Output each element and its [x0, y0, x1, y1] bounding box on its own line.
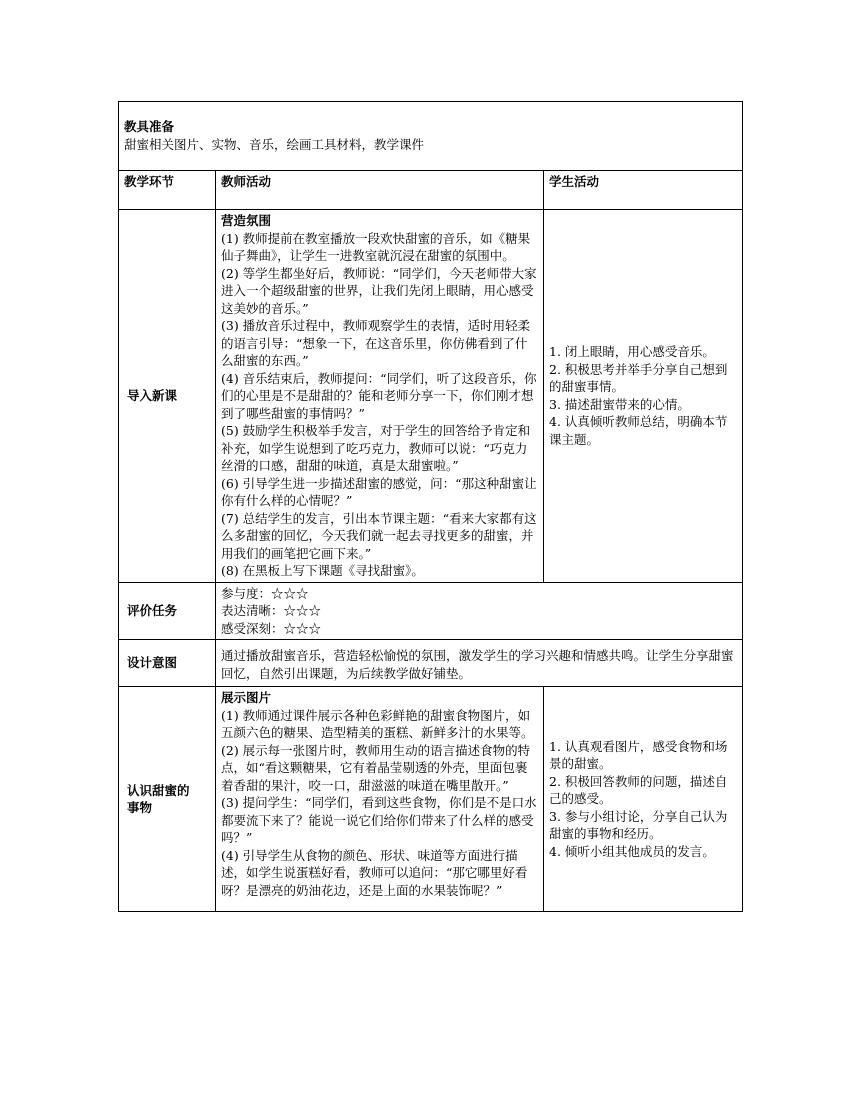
- evaluation-stage: 评价任务: [119, 582, 216, 640]
- recognize-stage-line: 认识甜蜜的: [127, 782, 190, 798]
- recognize-stage-line: 事物: [127, 800, 153, 815]
- prep-cell: [119, 102, 743, 171]
- intro-student-step: 2. 积极思考并举手分享自己想到的甜蜜事情。: [549, 361, 728, 395]
- intro-stage: 导入新课: [119, 210, 216, 583]
- intro-step: (3) 播放音乐过程中，教师观察学生的表情，适时用轻柔的语言引导：“想象一下，在这音乐里，你仿佛看到了什么甜蜜的东西。”: [221, 318, 531, 368]
- intro-student-step: 3. 描述甜蜜带来的心情。: [549, 396, 690, 412]
- intro-step: (6) 引导学生进一步描述甜蜜的感觉，问：“那这种甜蜜让你有什么样的心情呢？”: [221, 475, 537, 508]
- design-cell: [216, 640, 743, 687]
- recognize-step: (4) 引导学生从食物的颜色、形状、味道等方面进行描述，如学生说蛋糕好看，教师可以追问：“那它哪里好看呀？是漂亮的奶油花边，还是上面的水果装饰呢？”: [221, 847, 528, 898]
- intro-step: (4) 音乐结束后，教师提问：“同学们，听了这段音乐，你们的心里是不是甜甜的？能和老师分享一下，你们刚才想到了哪些甜蜜的事情吗？”: [221, 370, 537, 421]
- prep-row: [119, 102, 743, 171]
- evaluation-item: 表达清晰：☆☆☆: [221, 603, 322, 618]
- recognize-step: (1) 教师通过课件展示各种色彩鲜艳的甜蜜食物图片，如五颜六色的糖果、造型精美的蛋糕、新鲜多汁的水果等。: [221, 707, 534, 740]
- evaluation-row: [119, 582, 743, 640]
- design-stage: 设计意图: [119, 640, 216, 687]
- recognize-row: [119, 687, 743, 912]
- intro-step: (1) 教师提前在教室播放一段欢快甜蜜的音乐，如《糖果仙子舞曲》，让学生一进教室就沉浸在甜蜜的氛围中。: [221, 230, 531, 263]
- intro-step: (8) 在黑板上写下课题《寻找甜蜜》。: [221, 563, 424, 578]
- header-stage: 教学环节: [119, 171, 216, 210]
- intro-student-step: 1. 闭上眼睛，用心感受音乐。: [549, 344, 715, 360]
- intro-step: (7) 总结学生的发言，引出本节课主题：“看来大家都有这么多甜蜜的回忆，今天我们就一起去寻找更多的甜蜜，并用我们的画笔把它画下来。”: [221, 510, 537, 561]
- prep-title: 教具准备: [124, 119, 175, 134]
- design-row: [119, 640, 743, 687]
- recognize-student-step: 1. 认真观看图片，感受食物和场景的甜蜜。: [549, 738, 728, 772]
- recognize-stage: [119, 687, 216, 912]
- intro-step: (2) 等学生都坐好后，教师说：“同学们，今天老师带大家进入一个超级甜蜜的世界，让我们先闭上眼睛，用心感受这美妙的音乐。”: [221, 265, 537, 316]
- recognize-student-step: 3. 参与小组讨论，分享自己认为甜蜜的事物和经历。: [549, 808, 728, 842]
- prep-content: 甜蜜相关图片、实物、音乐，绘画工具材料，教学课件: [124, 136, 425, 152]
- intro-teacher-title: 营造氛围: [221, 213, 272, 228]
- design-text: 通过播放甜蜜音乐，营造轻松愉悦的氛围，激发学生的学习兴趣和情感共鸣。让学生分享甜蜜回忆，自然引出课题，为后续教学做好铺垫。: [221, 648, 734, 681]
- header-teacher: 教师活动: [216, 171, 544, 210]
- evaluation-cell: [216, 582, 743, 640]
- intro-student-step: 4. 认真倾听教师总结，明确本节课主题。: [549, 414, 728, 447]
- intro-row: [119, 210, 743, 583]
- intro-student-cell: [544, 210, 743, 583]
- recognize-student-cell: [544, 687, 743, 912]
- recognize-step: (3) 提问学生：“同学们，看到这些食物，你们是不是口水都要流下来了？能说一说它们给你们带来了什么样的感受吗？”: [221, 795, 537, 845]
- evaluation-item: 感受深刻：☆☆☆: [221, 620, 322, 636]
- recognize-step: (2) 展示每一张图片时，教师用生动的语言描述食物的特点，如“看这颗糖果，它有着晶莹剔透的外壳，里面包裹着香甜的果汁，咬一口，甜滋滋的味道在嘴里散开。”: [221, 742, 531, 793]
- intro-step: (5) 鼓励学生积极举手发言，对于学生的回答给予肯定和补充，如学生说想到了吃巧克力，教师可以说：“巧克力丝滑的口感，甜甜的味道，真是太甜蜜啦。”: [221, 423, 531, 473]
- lesson-plan-table: [118, 101, 743, 912]
- recognize-student-step: 2. 积极回答教师的问题，描述自己的感受。: [549, 773, 728, 807]
- recognize-teacher-cell: [216, 687, 544, 912]
- intro-teacher-cell: [216, 210, 544, 583]
- recognize-teacher-title: 展示图片: [221, 690, 272, 705]
- header-row: [119, 171, 743, 210]
- header-student: 学生活动: [544, 171, 743, 210]
- evaluation-item: 参与度：☆☆☆: [221, 585, 309, 601]
- recognize-student-step: 4. 倾听小组其他成员的发言。: [549, 843, 715, 859]
